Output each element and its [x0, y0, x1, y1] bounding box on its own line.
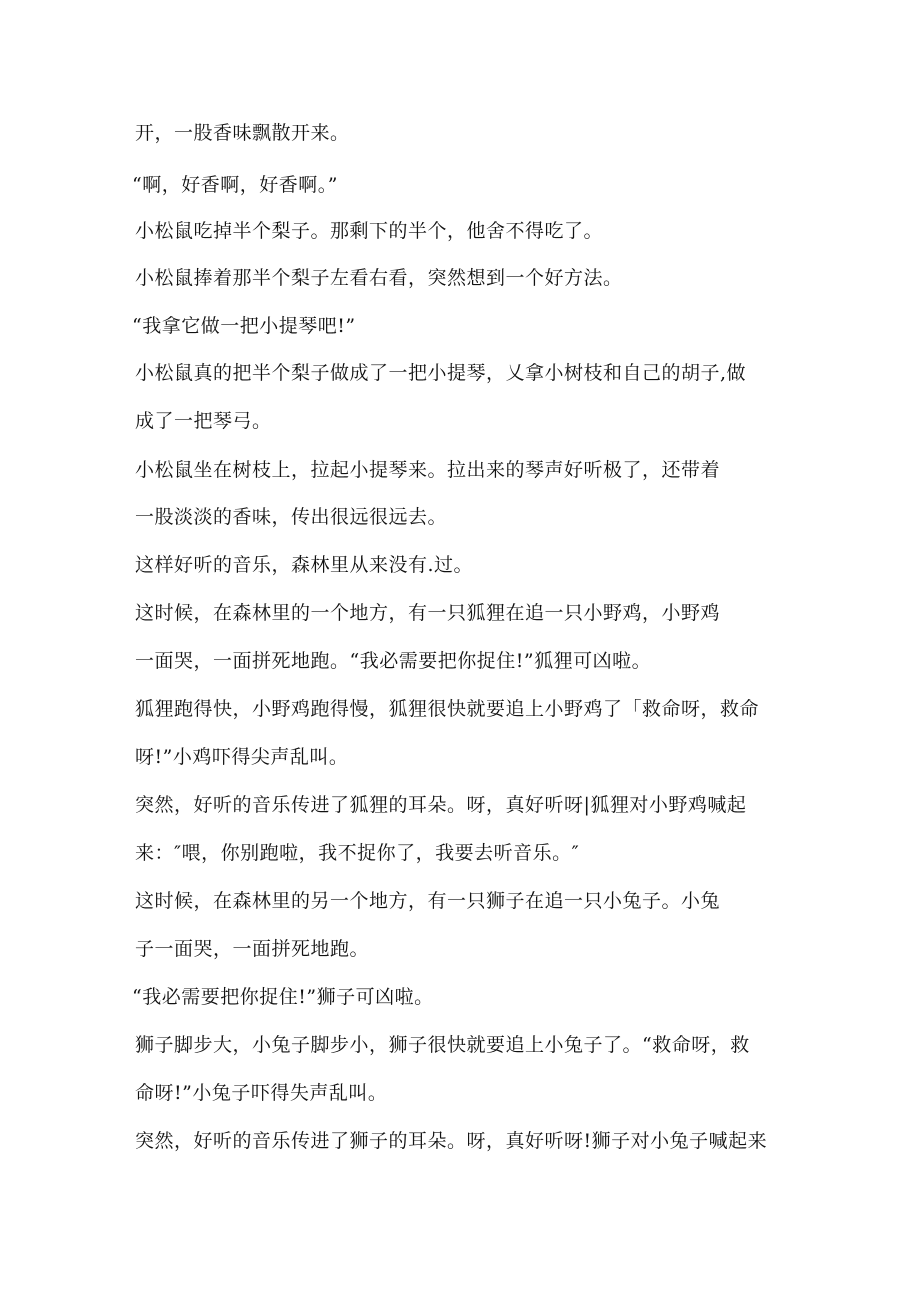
text-line-10: 这样好听的音乐，森林里从来没有.过。 — [135, 554, 474, 576]
text-line-22: 突然，好听的音乐传进了狮子的耳朵。呀，真好听呀!狮子对小兔子喊起来 — [135, 1130, 768, 1152]
text-line-1: 开，一股香味飘散开来。 — [135, 122, 350, 144]
text-line-17: 这时候，在森林里的另一个地方，有一只狮子在追一只小兔子。小兔 — [135, 890, 721, 912]
text-line-4: 小松鼠捧着那半个梨子左看右看，突然想到一个好方法。 — [135, 267, 623, 289]
text-line-21: 命呀!”小兔子吓得失声乱叫。 — [135, 1082, 388, 1104]
text-line-5: “我拿它做一把小提琴吧!” — [132, 315, 356, 337]
text-line-15: 突然，好听的音乐传进了狐狸的耳朵。呀，真好听呀|狐狸对小野鸡喊起 — [135, 794, 747, 816]
text-line-8: 小松鼠坐在树枝上，拉起小提琴来。拉出来的琴声好听极了，还带着 — [135, 459, 721, 481]
text-line-7: 成了一把琴弓。 — [135, 410, 272, 432]
text-line-13: 狐狸跑得快，小野鸡跑得慢，狐狸很快就要追上小野鸡了「救命呀，救命 — [135, 698, 760, 720]
text-line-2: “啊，好香啊，好香啊。” — [132, 174, 338, 196]
text-line-20: 狮子脚步大，小兔子脚步小，狮子很快就要追上小兔子了。“救命呀，救 — [135, 1034, 750, 1056]
text-line-16: 来：″喂，你别跑啦，我不捉你了，我要去听音乐。″ — [135, 842, 580, 864]
text-line-11: 这时候，在森林里的一个地方，有一只狐狸在追一只小野鸡，小野鸡 — [135, 602, 721, 624]
text-line-9: 一股淡淡的香味，传出很远很远去。 — [135, 506, 448, 528]
text-line-6: 小松鼠真的把半个梨子做成了一把小提琴，乂拿小树枝和自己的胡子,做 — [135, 362, 747, 384]
text-line-18: 子一面哭，一面拼死地跑。 — [135, 938, 370, 960]
text-line-14: 呀!”小鸡吓得尖声乱叫。 — [135, 746, 349, 768]
text-line-3: 小松鼠吃掉半个梨子。那剩下的半个，他舍不得吃了。 — [135, 220, 604, 242]
text-line-12: 一面哭，一面拼死地跑。“我必需要把你捉住!”狐狸可凶啦。 — [135, 650, 652, 672]
text-line-19: “我必需要把你捉住!”狮子可凶啦。 — [132, 986, 434, 1008]
